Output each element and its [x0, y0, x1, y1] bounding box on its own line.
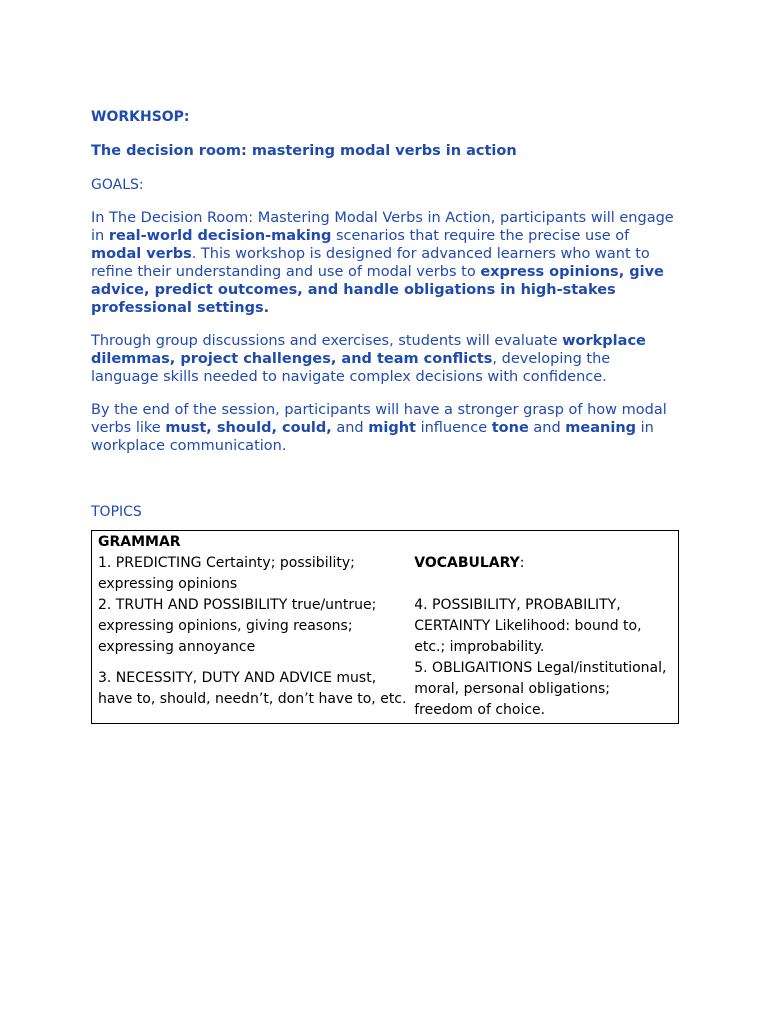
text-run: By the end of the session, participants will have a stronger grasp of how modal verbs like — [91, 402, 667, 436]
workshop-label: WORKHSOP: — [91, 109, 190, 125]
bold-run: express opinions, give advice, predict outcomes, and handle obligations in high-stakes professional settings. — [91, 264, 664, 316]
bold-run: might — [368, 420, 416, 436]
goals-paragraph-1 — [91, 209, 679, 317]
bold-run: modal verbs — [91, 246, 192, 262]
text-run: influence — [415, 420, 492, 436]
grammar-item-2: 2. TRUTH AND POSSIBILITY true/untrue; expressing opinions, giving reasons; expressing annoyance — [98, 597, 377, 655]
text-run: In The Decision Room: Mastering Modal Verbs in Action, participants will engage in — [91, 210, 674, 244]
vocabulary-column — [414, 532, 672, 721]
text-run: . This workshop is designed for advanced learners who want to refine their understanding and use of modal verbs to — [91, 246, 650, 280]
grammar-title-text: GRAMMAR — [98, 534, 181, 550]
goals-paragraph-3 — [91, 401, 679, 455]
bold-run: meaning — [565, 420, 637, 436]
vocabulary-title-text: VOCABULARY — [414, 555, 520, 571]
bold-run: must, should, could, — [165, 420, 332, 436]
workshop-title: The decision room: mastering modal verbs in action — [91, 143, 517, 159]
vocabulary-item-5: 5. OBLIGAITIONS Legal/institutional, moral, personal obligations; freedom of choice. — [414, 660, 667, 718]
vocabulary-title — [414, 553, 672, 574]
bold-run: tone — [491, 420, 529, 436]
text-run: scenarios that require the precise use of — [331, 228, 630, 244]
text-run: , developing the language skills needed to navigate complex decisions with confidence. — [91, 351, 611, 385]
grammar-item-1: 1. PREDICTING Certainty; possibility; expressing opinions — [98, 555, 355, 592]
bold-run: real-world decision-making — [108, 228, 332, 244]
text-run: Through group discussions and exercises, students will evaluate — [91, 333, 563, 349]
text-run: and — [331, 420, 369, 436]
topics-table — [91, 530, 679, 724]
goals-paragraph-2 — [91, 332, 679, 386]
grammar-column — [98, 532, 414, 721]
grammar-item-3: 3. NECESSITY, DUTY AND ADVICE must, have to, should, needn’t, don’t have to, etc. — [98, 670, 407, 707]
document-page — [91, 108, 679, 724]
vocabulary-item-4: 4. POSSIBILITY, PROBABILITY, CERTAINTY Likelihood: bound to, etc.; improbability. — [414, 597, 642, 655]
grammar-title — [98, 532, 414, 553]
text-run: and — [528, 420, 566, 436]
bold-run: workplace dilemmas, project challenges, and team conflicts — [91, 333, 646, 367]
text-run: in workplace communication. — [91, 420, 654, 454]
vocabulary-colon: : — [519, 555, 525, 571]
goals-label: GOALS: — [91, 177, 144, 193]
topics-label: TOPICS — [91, 504, 142, 520]
